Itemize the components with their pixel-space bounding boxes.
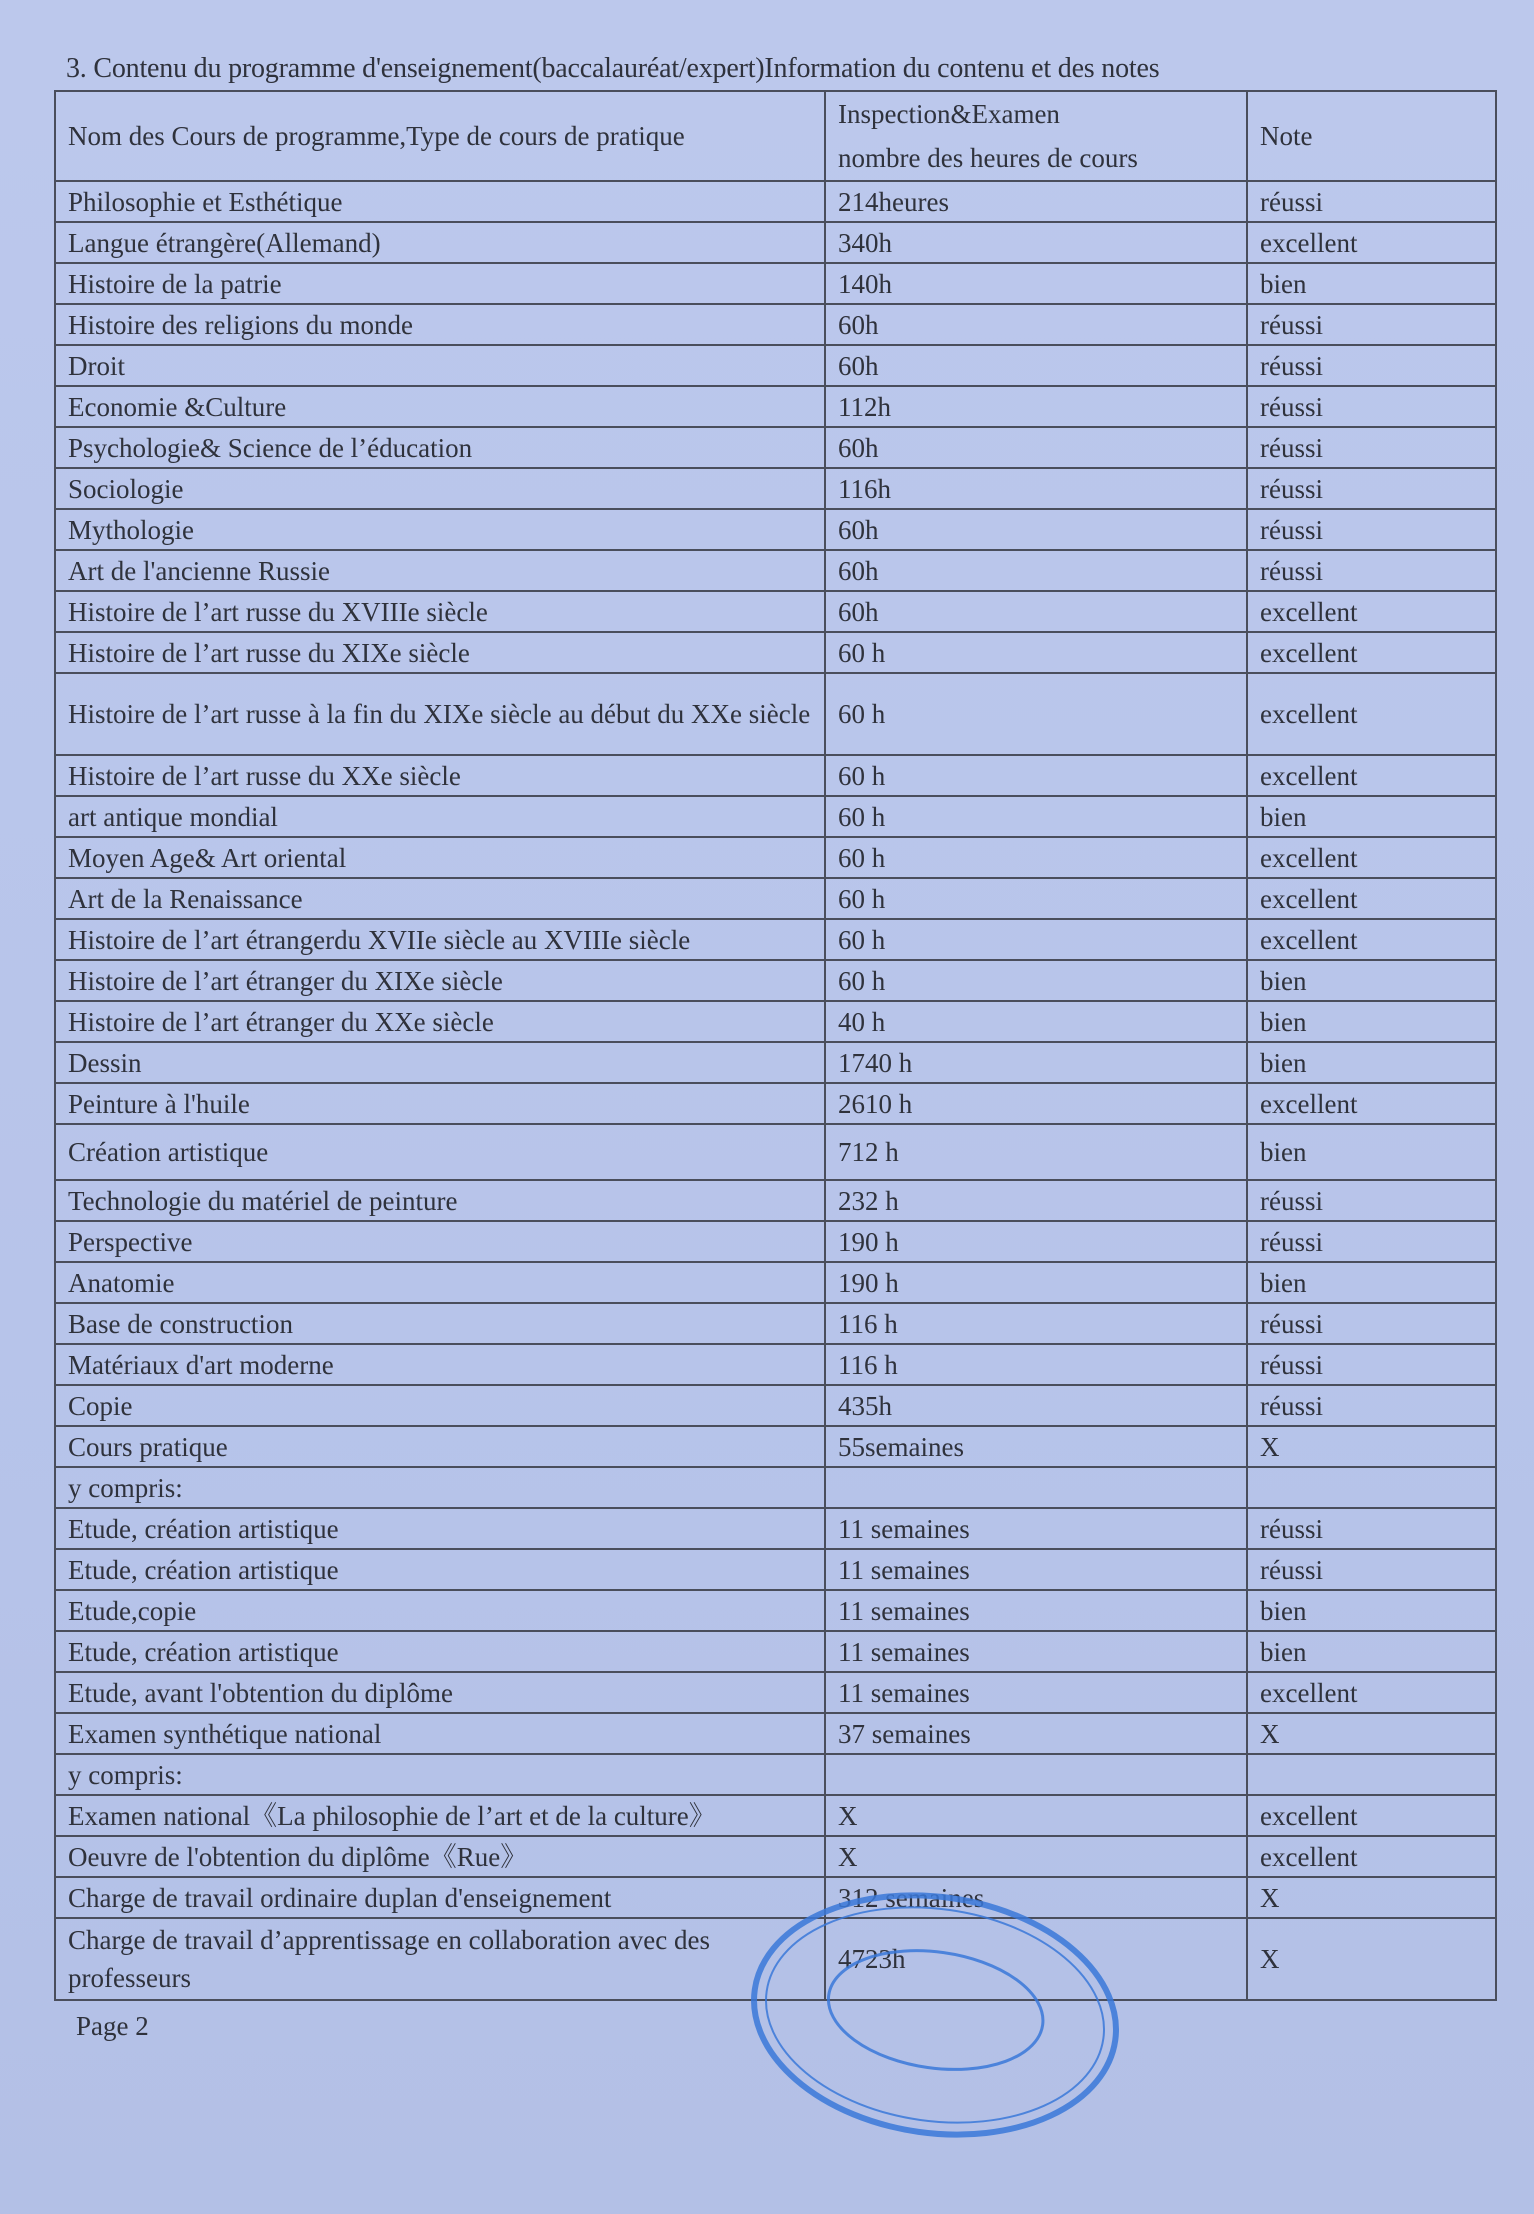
table-row	[55, 1180, 1496, 1221]
table-row	[55, 1918, 1496, 2000]
cell-note: réussi	[1247, 386, 1496, 427]
cell-note: réussi	[1247, 1303, 1496, 1344]
cell-course-name: Charge de travail ordinaire duplan d'enseignement	[55, 1877, 825, 1918]
cell-course-name: Histoire des religions du monde	[55, 304, 825, 345]
table-row	[55, 837, 1496, 878]
cell-hours: 340h	[825, 222, 1247, 263]
cell-course-name: Copie	[55, 1385, 825, 1426]
header-hours-line1: Inspection&Examen	[838, 99, 1060, 129]
cell-hours: 116h	[825, 468, 1247, 509]
header-hours-line2: nombre des heures de cours	[838, 143, 1138, 173]
cell-course-name: Cours pratique	[55, 1426, 825, 1467]
cell-note: réussi	[1247, 345, 1496, 386]
cell-course-name: Etude, création artistique	[55, 1508, 825, 1549]
cell-note: X	[1247, 1426, 1496, 1467]
table-row	[55, 1877, 1496, 1918]
cell-note: bien	[1247, 1001, 1496, 1042]
cell-note: bien	[1247, 796, 1496, 837]
cell-hours: 11 semaines	[825, 1549, 1247, 1590]
cell-hours: 60h	[825, 509, 1247, 550]
cell-course-name: Histoire de l’art russe du XXe siècle	[55, 755, 825, 796]
course-table	[54, 90, 1497, 2001]
cell-course-name: Perspective	[55, 1221, 825, 1262]
cell-hours: 2610 h	[825, 1083, 1247, 1124]
cell-note: bien	[1247, 1262, 1496, 1303]
cell-note: excellent	[1247, 878, 1496, 919]
cell-note: bien	[1247, 960, 1496, 1001]
cell-course-name: Philosophie et Esthétique	[55, 181, 825, 222]
cell-note: excellent	[1247, 673, 1496, 755]
table-row	[55, 1754, 1496, 1795]
cell-note: réussi	[1247, 1344, 1496, 1385]
table-row	[55, 509, 1496, 550]
table-row	[55, 755, 1496, 796]
cell-hours: 11 semaines	[825, 1508, 1247, 1549]
cell-note: excellent	[1247, 632, 1496, 673]
cell-note: excellent	[1247, 1672, 1496, 1713]
cell-hours: 116 h	[825, 1303, 1247, 1344]
cell-hours: 190 h	[825, 1221, 1247, 1262]
header-hours	[825, 91, 1247, 181]
table-row	[55, 1344, 1496, 1385]
table-row	[55, 427, 1496, 468]
cell-note: X	[1247, 1713, 1496, 1754]
table-row	[55, 1083, 1496, 1124]
table-row	[55, 796, 1496, 837]
cell-course-name: Etude, création artistique	[55, 1631, 825, 1672]
cell-hours: 55semaines	[825, 1426, 1247, 1467]
cell-course-name: Psychologie& Science de l’éducation	[55, 427, 825, 468]
cell-course-name: Histoire de l’art russe du XIXe siècle	[55, 632, 825, 673]
cell-course-name: Etude,copie	[55, 1590, 825, 1631]
cell-note: bien	[1247, 1124, 1496, 1180]
cell-hours: 60 h	[825, 919, 1247, 960]
cell-hours: 112h	[825, 386, 1247, 427]
cell-hours: 312 semaines	[825, 1877, 1247, 1918]
table-row	[55, 1467, 1496, 1508]
cell-hours: 60h	[825, 550, 1247, 591]
cell-note: excellent	[1247, 837, 1496, 878]
cell-note	[1247, 1754, 1496, 1795]
cell-hours: 60 h	[825, 632, 1247, 673]
cell-note: réussi	[1247, 1180, 1496, 1221]
table-row	[55, 1001, 1496, 1042]
cell-note: bien	[1247, 263, 1496, 304]
cell-note: X	[1247, 1918, 1496, 2000]
section-title: 3. Contenu du programme d'enseignement(baccalauréat/expert)Information du contenu et des notes	[66, 53, 1160, 84]
cell-note: réussi	[1247, 1221, 1496, 1262]
cell-hours: 40 h	[825, 1001, 1247, 1042]
table-row	[55, 1508, 1496, 1549]
cell-note: réussi	[1247, 1385, 1496, 1426]
cell-course-name: Création artistique	[55, 1124, 825, 1180]
table-row	[55, 878, 1496, 919]
table-row	[55, 1124, 1496, 1180]
cell-note: bien	[1247, 1042, 1496, 1083]
cell-hours: 60h	[825, 345, 1247, 386]
page-number: Page 2	[76, 2011, 149, 2041]
table-row	[55, 468, 1496, 509]
cell-hours: 116 h	[825, 1344, 1247, 1385]
cell-course-name: Moyen Age& Art oriental	[55, 837, 825, 878]
cell-hours: 37 semaines	[825, 1713, 1247, 1754]
cell-hours: 60 h	[825, 837, 1247, 878]
cell-note: excellent	[1247, 1795, 1496, 1836]
cell-course-name: Economie &Culture	[55, 386, 825, 427]
cell-note: excellent	[1247, 591, 1496, 632]
cell-hours: 60 h	[825, 755, 1247, 796]
table-row	[55, 591, 1496, 632]
cell-note: réussi	[1247, 509, 1496, 550]
table-row	[55, 919, 1496, 960]
cell-course-name: Art de la Renaissance	[55, 878, 825, 919]
table-row	[55, 263, 1496, 304]
cell-course-name: Histoire de l’art russe à la fin du XIXe siècle au début du XXe siècle	[55, 673, 825, 755]
cell-course-name: art antique mondial	[55, 796, 825, 837]
cell-note: bien	[1247, 1590, 1496, 1631]
cell-course-name: y compris:	[55, 1754, 825, 1795]
cell-course-name: Dessin	[55, 1042, 825, 1083]
cell-hours: 214heures	[825, 181, 1247, 222]
cell-hours: 11 semaines	[825, 1631, 1247, 1672]
cell-course-name: Etude, création artistique	[55, 1549, 825, 1590]
cell-hours: 60h	[825, 591, 1247, 632]
table-row	[55, 304, 1496, 345]
cell-course-name: Histoire de l’art étranger du XXe siècle	[55, 1001, 825, 1042]
cell-course-name: Peinture à l'huile	[55, 1083, 825, 1124]
table-row	[55, 222, 1496, 263]
cell-hours: X	[825, 1836, 1247, 1877]
cell-course-name: Oeuvre de l'obtention du diplôme《Rue》	[55, 1836, 825, 1877]
header-course-name: Nom des Cours de programme,Type de cours de pratique	[55, 91, 825, 181]
cell-course-name: Histoire de la patrie	[55, 263, 825, 304]
cell-course-name: Sociologie	[55, 468, 825, 509]
table-row	[55, 1672, 1496, 1713]
table-row	[55, 1303, 1496, 1344]
cell-course-name: Mythologie	[55, 509, 825, 550]
cell-note: excellent	[1247, 1836, 1496, 1877]
cell-hours: 60h	[825, 427, 1247, 468]
cell-note: excellent	[1247, 222, 1496, 263]
cell-hours: 11 semaines	[825, 1590, 1247, 1631]
table-row	[55, 1590, 1496, 1631]
cell-course-name: y compris:	[55, 1467, 825, 1508]
cell-course-name: Langue étrangère(Allemand)	[55, 222, 825, 263]
cell-note: réussi	[1247, 1549, 1496, 1590]
cell-note: bien	[1247, 1631, 1496, 1672]
cell-course-name: Examen synthétique national	[55, 1713, 825, 1754]
cell-course-name: Anatomie	[55, 1262, 825, 1303]
cell-note: excellent	[1247, 1083, 1496, 1124]
cell-note: réussi	[1247, 427, 1496, 468]
cell-hours: 712 h	[825, 1124, 1247, 1180]
table-row	[55, 673, 1496, 755]
cell-course-name: Etude, avant l'obtention du diplôme	[55, 1672, 825, 1713]
cell-hours	[825, 1467, 1247, 1508]
cell-note: réussi	[1247, 304, 1496, 345]
cell-hours: 4723h	[825, 1918, 1247, 2000]
cell-note	[1247, 1467, 1496, 1508]
table-row	[55, 1221, 1496, 1262]
cell-note: réussi	[1247, 181, 1496, 222]
cell-note: réussi	[1247, 550, 1496, 591]
table-row	[55, 1795, 1496, 1836]
cell-hours	[825, 1754, 1247, 1795]
table-row	[55, 345, 1496, 386]
table-row	[55, 386, 1496, 427]
cell-hours: 435h	[825, 1385, 1247, 1426]
cell-hours: 60 h	[825, 960, 1247, 1001]
cell-hours: 60 h	[825, 878, 1247, 919]
cell-hours: 232 h	[825, 1180, 1247, 1221]
table-row	[55, 1042, 1496, 1083]
cell-course-name: Art de l'ancienne Russie	[55, 550, 825, 591]
table-row	[55, 1631, 1496, 1672]
cell-course-name: Histoire de l’art russe du XVIIIe siècle	[55, 591, 825, 632]
table-row	[55, 632, 1496, 673]
cell-course-name: Base de construction	[55, 1303, 825, 1344]
table-row	[55, 1385, 1496, 1426]
cell-note: réussi	[1247, 1508, 1496, 1549]
table-row	[55, 1426, 1496, 1467]
cell-hours: 60 h	[825, 796, 1247, 837]
cell-course-name: Charge de travail d’apprentissage en collaboration avec des professeurs	[55, 1918, 825, 2000]
cell-hours: 60 h	[825, 673, 1247, 755]
header-note: Note	[1247, 91, 1496, 181]
cell-hours: 190 h	[825, 1262, 1247, 1303]
cell-course-name: Histoire de l’art étrangerdu XVIIe siècle au XVIIIe siècle	[55, 919, 825, 960]
table-header-row	[55, 91, 1496, 181]
table-row	[55, 181, 1496, 222]
cell-hours: 140h	[825, 263, 1247, 304]
cell-note: excellent	[1247, 919, 1496, 960]
cell-course-name: Histoire de l’art étranger du XIXe siècle	[55, 960, 825, 1001]
table-row	[55, 1713, 1496, 1754]
cell-course-name: Technologie du matériel de peinture	[55, 1180, 825, 1221]
cell-note: excellent	[1247, 755, 1496, 796]
cell-course-name: Droit	[55, 345, 825, 386]
cell-note: réussi	[1247, 468, 1496, 509]
cell-note: X	[1247, 1877, 1496, 1918]
cell-course-name: Matériaux d'art moderne	[55, 1344, 825, 1385]
table-row	[55, 550, 1496, 591]
table-row	[55, 960, 1496, 1001]
cell-hours: X	[825, 1795, 1247, 1836]
cell-hours: 1740 h	[825, 1042, 1247, 1083]
table-row	[55, 1262, 1496, 1303]
table-row	[55, 1836, 1496, 1877]
table-row	[55, 1549, 1496, 1590]
cell-hours: 11 semaines	[825, 1672, 1247, 1713]
cell-course-name: Examen national《La philosophie de l’art et de la culture》	[55, 1795, 825, 1836]
cell-hours: 60h	[825, 304, 1247, 345]
